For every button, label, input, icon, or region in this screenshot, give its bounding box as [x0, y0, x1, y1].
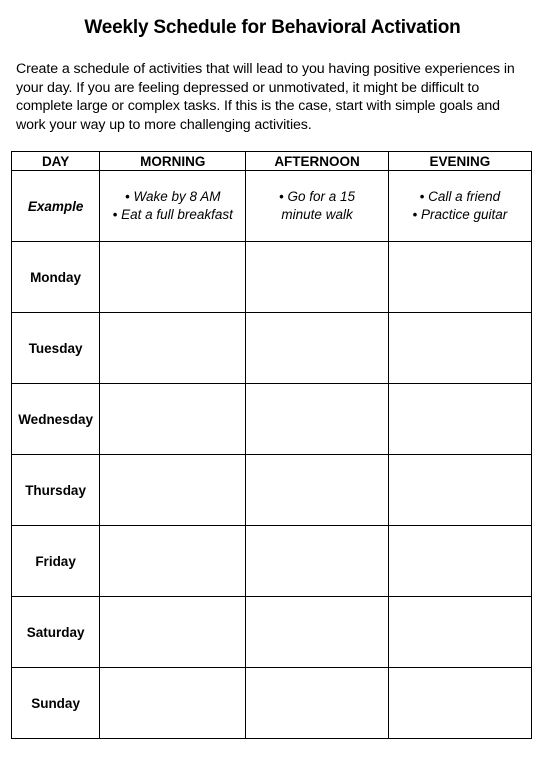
example-morning-item: • Eat a full breakfast [112, 207, 233, 222]
example-afternoon-item: • Go for a 15 [279, 188, 356, 204]
wednesday-afternoon-cell[interactable] [246, 384, 388, 455]
table-header-row [12, 152, 532, 171]
friday-afternoon-cell[interactable] [246, 526, 388, 597]
friday-morning-cell[interactable] [100, 526, 246, 597]
header-afternoon: AFTERNOON [246, 152, 388, 171]
day-label: Monday [12, 242, 100, 313]
header-day: DAY [12, 152, 100, 171]
example-evening-item: • Practice guitar [412, 207, 508, 222]
wednesday-morning-cell[interactable] [100, 384, 246, 455]
monday-morning-cell[interactable] [100, 242, 246, 313]
tuesday-evening-cell[interactable] [388, 313, 531, 384]
example-evening-cell [388, 171, 531, 242]
saturday-afternoon-cell[interactable] [246, 597, 388, 668]
monday-evening-cell[interactable] [388, 242, 531, 313]
saturday-morning-cell[interactable] [100, 597, 246, 668]
wednesday-row [12, 384, 532, 455]
day-label: Thursday [12, 455, 100, 526]
example-afternoon-cell [246, 171, 388, 242]
example-afternoon-item: minute walk [281, 207, 353, 222]
weekly-schedule-table [11, 151, 532, 739]
thursday-evening-cell[interactable] [388, 455, 531, 526]
sunday-afternoon-cell[interactable] [246, 668, 388, 739]
tuesday-morning-cell[interactable] [100, 313, 246, 384]
example-label: Example [12, 171, 100, 242]
sunday-evening-cell[interactable] [388, 668, 531, 739]
example-morning-item: • Wake by 8 AM [125, 188, 221, 204]
wednesday-evening-cell[interactable] [388, 384, 531, 455]
day-label: Saturday [12, 597, 100, 668]
intro-paragraph: Create a schedule of activities that will lead to you having positive experiences in your day. If you are feeling depressed or unmotivated, it might be difficult to complete large or complex tasks. If this is the case, start with simple goals and work your way up to more challenging activities. [16, 61, 515, 133]
page-title: Weekly Schedule for Behavioral Activation [84, 17, 461, 38]
monday-row [12, 242, 532, 313]
tuesday-row [12, 313, 532, 384]
header-evening: EVENING [388, 152, 531, 171]
thursday-morning-cell[interactable] [100, 455, 246, 526]
friday-evening-cell[interactable] [388, 526, 531, 597]
saturday-evening-cell[interactable] [388, 597, 531, 668]
saturday-row [12, 597, 532, 668]
thursday-afternoon-cell[interactable] [246, 455, 388, 526]
thursday-row [12, 455, 532, 526]
monday-afternoon-cell[interactable] [246, 242, 388, 313]
day-label: Wednesday [12, 384, 100, 455]
header-morning: MORNING [100, 152, 246, 171]
day-label: Sunday [12, 668, 100, 739]
tuesday-afternoon-cell[interactable] [246, 313, 388, 384]
sunday-morning-cell[interactable] [100, 668, 246, 739]
friday-row [12, 526, 532, 597]
example-row [12, 171, 532, 242]
sunday-row [12, 668, 532, 739]
day-label: Friday [12, 526, 100, 597]
example-morning-cell [100, 171, 246, 242]
day-label: Tuesday [12, 313, 100, 384]
example-evening-item: • Call a friend [419, 188, 501, 204]
